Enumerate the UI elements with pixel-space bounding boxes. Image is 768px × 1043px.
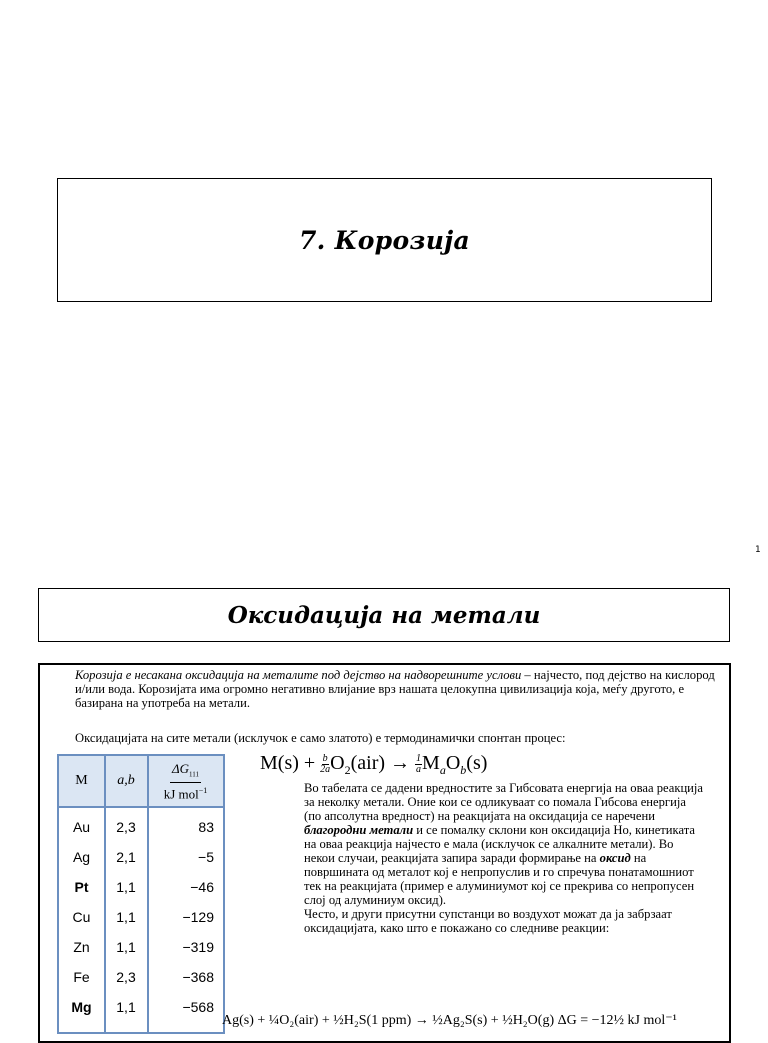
cell-metal: Ag — [72, 849, 91, 865]
cell-metal: Cu — [72, 909, 91, 925]
cell-dg: −319 — [182, 939, 214, 955]
cell-dg: −368 — [182, 969, 214, 985]
body-paragraph: Во табелата се дадени вредностите за Гибсовата енергија на оваа реакција за неколку метали. Оние кои се одликуваат со помала Гибсова енергија (по апсолутна вредност) на реакцијата на оксидација се наречени благородни метали и се помалку склони кон оксидација Но, кинетиката на оваа реакција најчесто е мала (исклучок се алкалните метали). Во некои случаи, реакцијата запира заради формирање на оксид на површината од металот кој е непропуслив и го спречува понатамошниот тек на реакцијата (пример е алуминиумот кој се прекрива со непропусен слој од алуминиум оксид). Често, и други присутни супстанци во воздухот можат да ја забрзаат оксидацијата, како што е покажано со следниве реакции: — [304, 781, 704, 935]
eq-fraction-1-a: $\frac{1}{a}$ — [416, 752, 422, 775]
cell-dg: 83 — [198, 819, 214, 835]
eq-fraction-b-2a: $\frac{b}{2a}$ — [320, 752, 331, 775]
eq-air-arrow: (air) → — [350, 752, 411, 774]
table-row — [59, 902, 223, 932]
delta-g-unit: kJ mol — [163, 786, 199, 802]
oxide-term: оксид — [599, 851, 631, 865]
eq-oxygen: O — [330, 752, 345, 774]
table-row — [59, 812, 223, 842]
delta-g-unit-exp: −1 — [198, 786, 208, 796]
table-row — [59, 962, 223, 992]
cell-ab: 2,3 — [116, 819, 136, 835]
cell-metal: Fe — [73, 969, 90, 985]
delta-g-symbol: ΔG — [171, 760, 190, 776]
cell-ab: 2,3 — [116, 969, 136, 985]
cell-metal: Pt — [74, 879, 89, 895]
slide-title: 7. Корозија — [298, 225, 471, 255]
oxidation-sentence: Оксидацијата на сите метали (исклучок е само златото) е термодинамички спонтан процес: — [75, 731, 566, 745]
intro-italic: Корозија е несакана оксидација на металите под дејство на надворешните услови — [75, 668, 522, 682]
eq-lhs: M(s) + — [260, 752, 316, 774]
cell-dg: −568 — [182, 999, 214, 1015]
cell-ab: 1,1 — [116, 999, 136, 1015]
intro-rest: – најчесто, под дејство на кислород и/или вода. Корозијата има огромно негативно влијание врз нашата целокупна цивилизација која, меѓу другото, е базирана на употреба на метали. — [75, 668, 715, 710]
gibbs-energy-table — [57, 754, 225, 1034]
delta-g-subscript: 111 — [189, 770, 199, 779]
header-metal: M — [75, 773, 88, 788]
page-number: 1 — [755, 545, 761, 555]
table-row — [59, 842, 223, 872]
cell-metal: Au — [72, 819, 91, 835]
table-row — [59, 932, 223, 962]
cell-dg: −46 — [190, 879, 214, 895]
slide-title-box — [57, 178, 712, 302]
table-row — [59, 872, 223, 902]
section-heading-box — [38, 588, 730, 642]
table-row — [59, 992, 223, 1022]
cell-ab: 2,1 — [116, 849, 136, 865]
silver-sulfide-equation: Ag(s) + ¼O₂(air) + ½H₂S(1 ppm) → ½Ag₂S(s) + ½H₂O(g) ΔG = −12½ kJ mol⁻¹ — [222, 1013, 677, 1028]
cell-metal: Zn — [73, 939, 90, 955]
cell-dg: −5 — [198, 849, 214, 865]
header-delta-g — [148, 756, 223, 806]
noble-metals-term: благородни метали — [304, 823, 414, 837]
intro-paragraph — [75, 668, 715, 710]
header-ab: a,b — [117, 773, 135, 788]
cell-dg: −129 — [182, 909, 214, 925]
section-heading: Оксидација на метали — [227, 601, 541, 629]
cell-metal: Mg — [71, 999, 92, 1015]
oxidation-equation: M(s) + $\frac{b}{2a}$ $O_2(air)$ → $\frac{1}{a}$ $M_aO_b(s)$ — [260, 752, 488, 777]
cell-ab: 1,1 — [116, 909, 136, 925]
eq-product-metal: M — [422, 752, 440, 774]
cell-ab: 1,1 — [116, 939, 136, 955]
cell-ab: 1,1 — [116, 879, 136, 895]
